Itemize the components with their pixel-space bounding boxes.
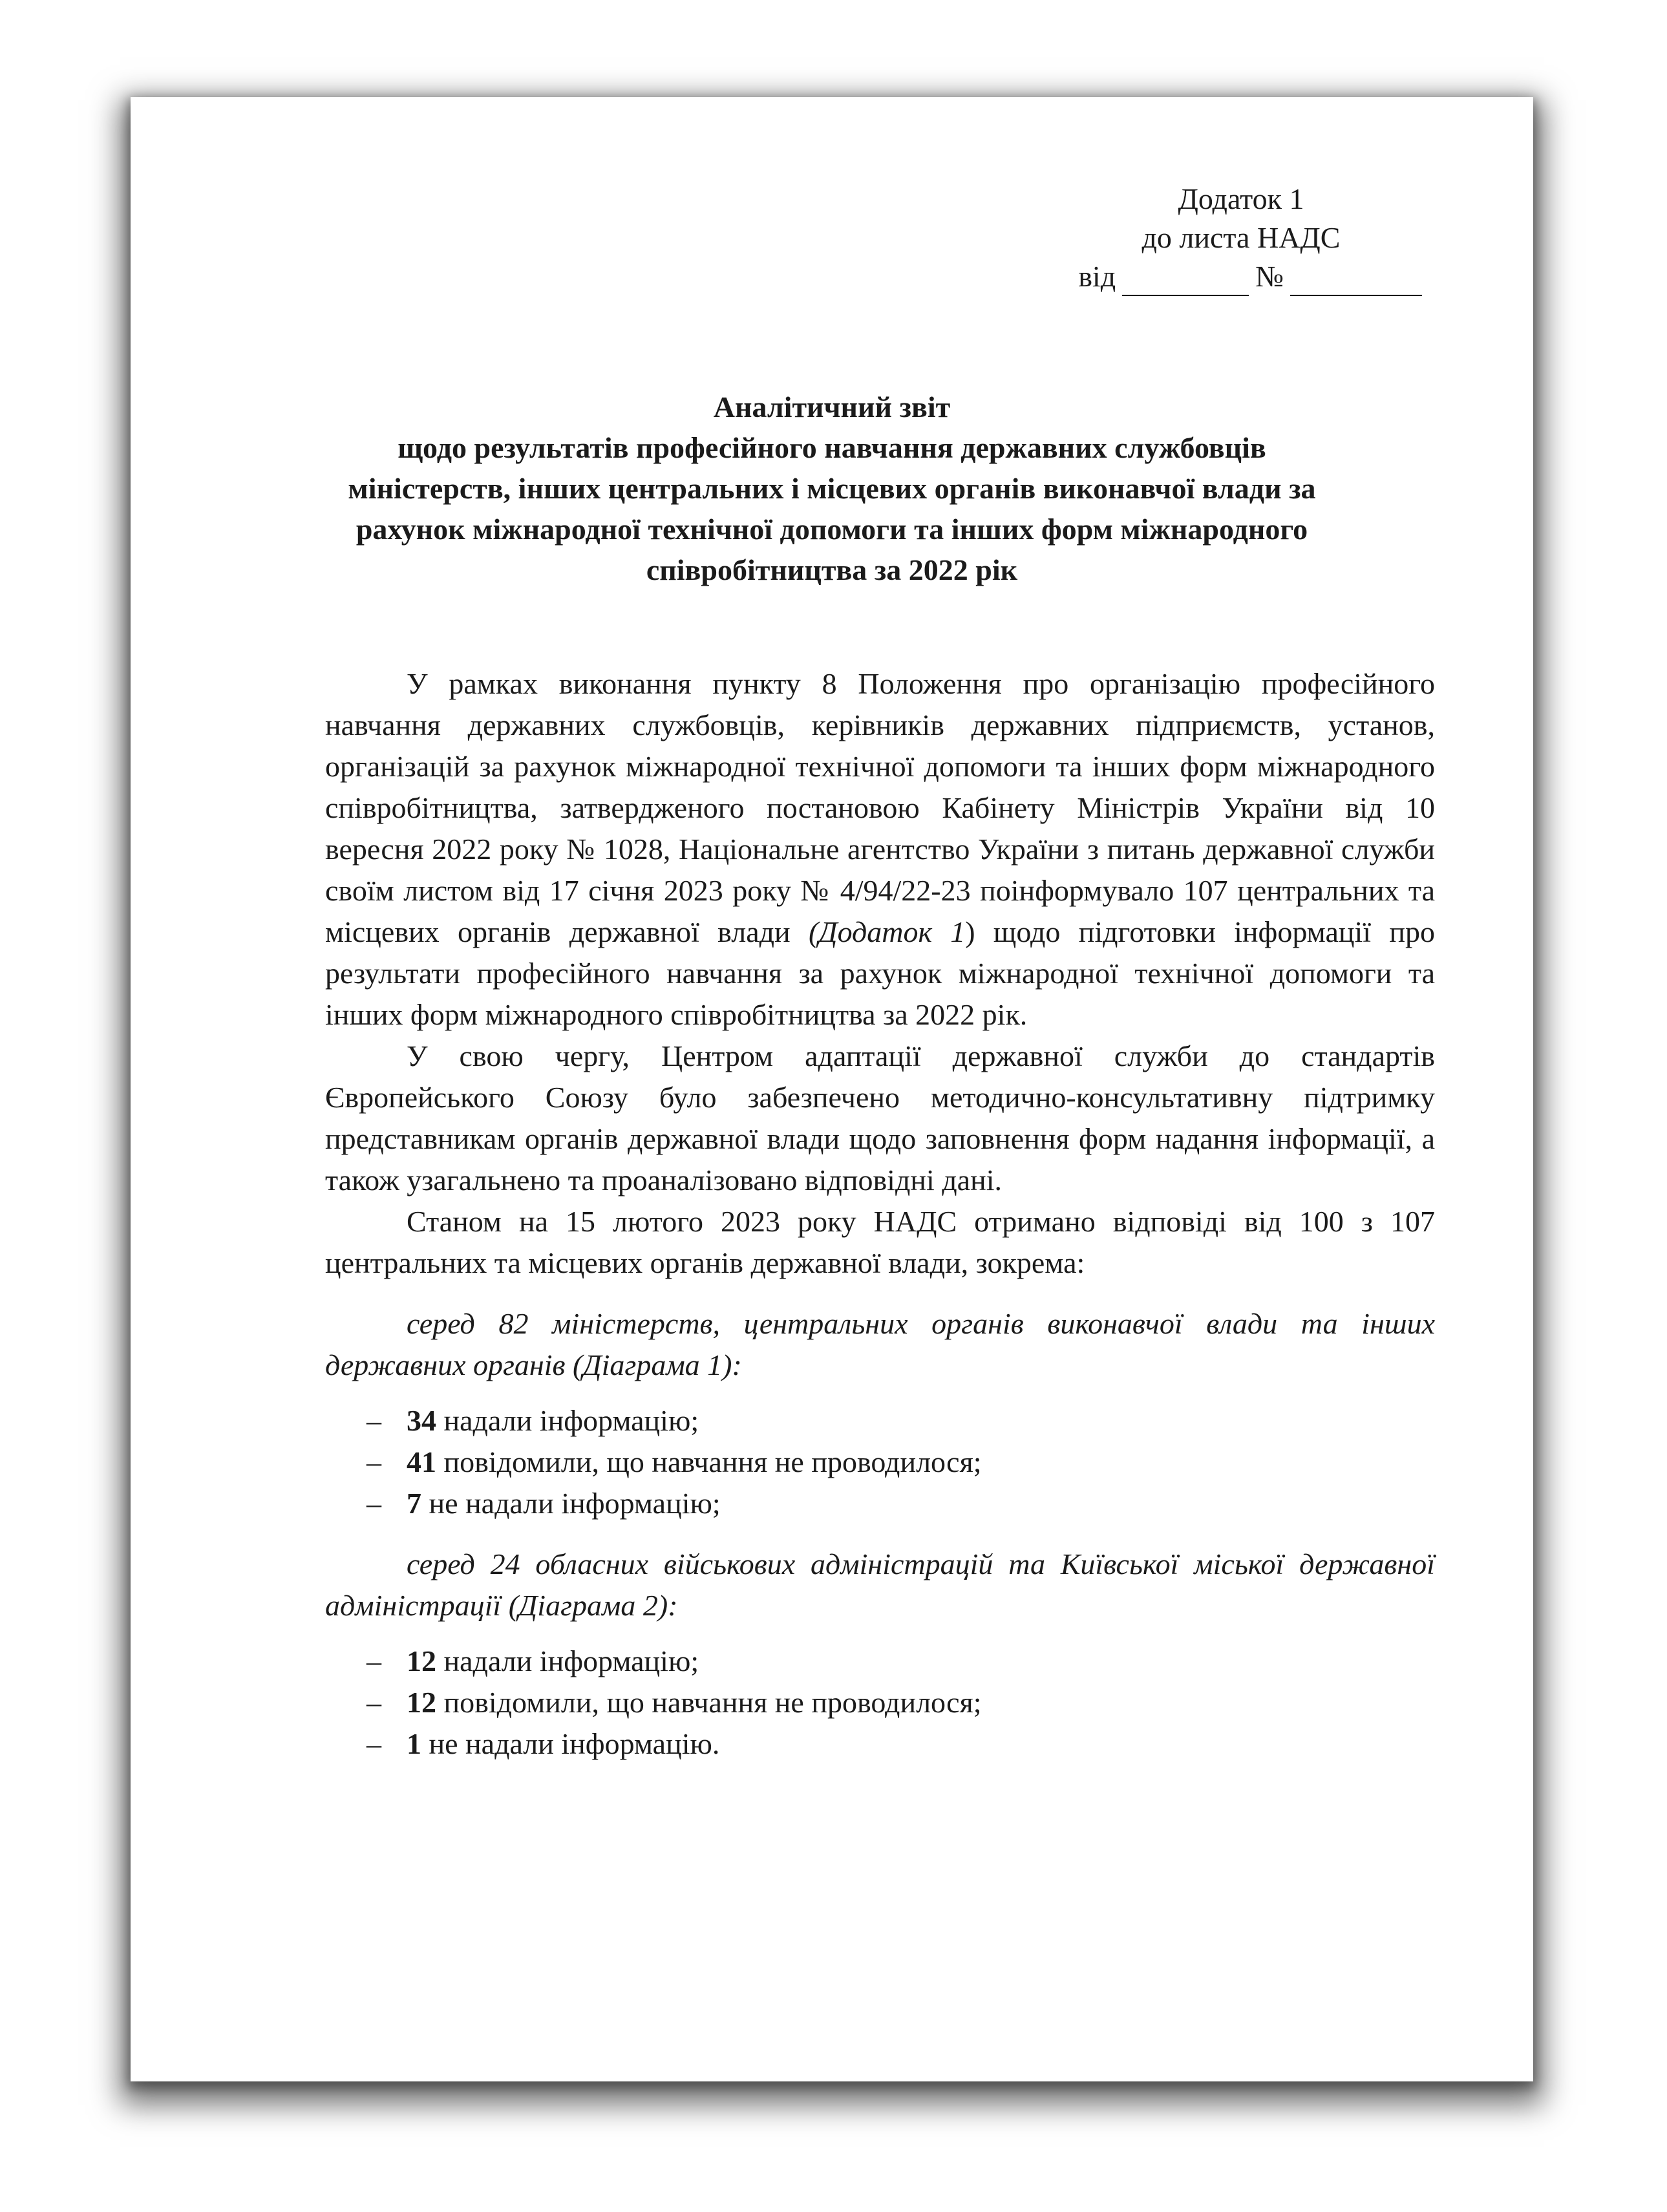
title-line-1: Аналітичний звіт — [713, 390, 951, 423]
document-page — [131, 97, 1533, 2081]
paragraph-1: У рамках виконання пункту 8 Положення про організацію професійного навчання державних службовців, керівників державних підприємств, установ, організацій за рахунок міжнародної технічної допомоги та інших форм міжнародного співробітництва, затвердженого постановою Кабінету Міністрів України від 10 вересня 2022 року № 1028, Національне агентство України з питань державної служби своїм листом від 17 січня 2023 року № 4/94/22-23 поінформувало 107 центральних та місцевих органів державної влади (Додаток 1) щодо підготовки інформації про результати професійного навчання за рахунок міжнародної технічної допомоги та інших форм міжнародного співробітництва за 2022 рік. — [325, 667, 1435, 1031]
title-line-5: співробітництва за 2022 рік — [646, 553, 1018, 586]
group-1-heading: серед 82 міністерств, центральних органів виконавчої влади та інших державних органів (Діаграма 1): — [325, 1307, 1435, 1381]
title-line-4: рахунок міжнародної технічної допомоги та інших форм міжнародного — [356, 513, 1308, 546]
title-line-2: щодо результатів професійного навчання державних службовців — [398, 431, 1266, 464]
list-item: – 34 надали інформацію; — [366, 1404, 699, 1437]
list-item: – 41 повідомили, що навчання не проводилося; — [366, 1445, 982, 1478]
appendix-reference: (Додаток 1 — [808, 915, 966, 948]
title-line-3: міністерств, інших центральних і місцевих органів виконавчої влади за — [348, 472, 1316, 505]
appendix-label: Додаток 1 — [1178, 182, 1304, 215]
appendix-header — [1060, 180, 1422, 296]
group-2-heading: серед 24 обласних військових адміністрацій та Київської міської державної адміністрації (Діаграма 2): — [325, 1547, 1435, 1622]
date-number-line — [1060, 257, 1422, 296]
number-blank — [1290, 266, 1422, 296]
from-label: від — [1078, 260, 1116, 293]
list-item: – 1 не надали інформацію. — [366, 1727, 720, 1760]
list-item: – 12 повідомили, що навчання не проводилося; — [366, 1686, 982, 1719]
group-1-list — [325, 1400, 1435, 1524]
group-2-list — [325, 1641, 1435, 1765]
list-item: – 12 надали інформацію; — [366, 1644, 699, 1677]
letter-reference: до листа НАДС — [1141, 221, 1341, 254]
number-label: № — [1255, 260, 1284, 293]
date-blank — [1122, 266, 1249, 296]
list-item: – 7 не надали інформацію; — [366, 1487, 721, 1520]
paragraph-2: У свою чергу, Центром адаптації державної служби до стандартів Європейського Союзу було забезпечено методично-консультативну підтримку представникам органів державної влади щодо заповнення форм надання інформації, а також узагальнено та проаналізовано відповідні дані. — [325, 1039, 1435, 1196]
document-body — [325, 663, 1435, 1765]
document-title — [131, 387, 1533, 590]
paragraph-3: Станом на 15 лютого 2023 року НАДС отримано відповіді від 100 з 107 центральних та місцевих органів державної влади, зокрема: — [325, 1205, 1435, 1279]
